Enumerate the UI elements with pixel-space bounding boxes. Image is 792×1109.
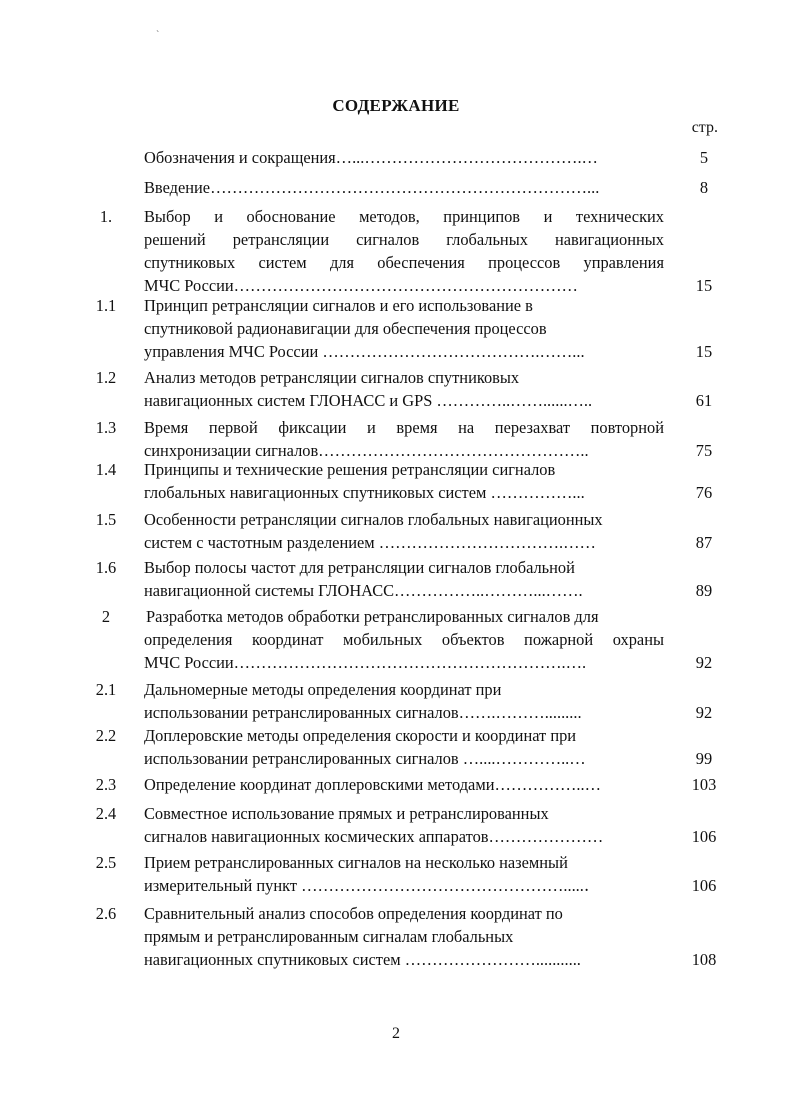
toc-entry-title: Совместное использование прямых и ретранслированных сигналов навигационных космических аппаратов…………………	[144, 804, 604, 846]
toc-entry-title: Обозначения и сокращения…...………………………………….…	[144, 148, 598, 167]
document-page: ` СОДЕРЖАНИЕ стр. Обозначения и сокращения…...………………………………….… 5 Введение……………………………………………………………... 8 1. Выбор и обоснование методов, принципов и технических решений ретрансляции сигналов глобальных навигационных спутниковых систем для обеспечения процессов управления МЧС России……………………………………………………… 15 1.1 Принцип ретрансляции сигналов и его использование в спутниковой радионавигации для обеспечения процессов управления МЧС России ………………………………….……... 15 1.2 Анализ методов ретрансляции сигналов спутниковых навигационных систем ГЛОНАСС и GPS …………..……......….. 61 1.3 Время первой фиксации и время на перезахват повторной синхронизации сигналов………………………………………….. 75 1.4 Принципы и технические решения ретрансляции сигналов глобальных навигационных спутниковых систем ……………... 76 1.5 Особенности ретрансляции сигналов глобальных навигационных систем с частотным разделением …………………………….…… 87 1.6 Выбор полосы частот для ретрансляции сигналов глобальной навигационной системы ГЛОНАСС……………..………...……. 89 2 Разработка методов обработки ретранслированных сигналов для определения координат мобильных объектов пожарной охраны МЧС России…………………………………………………….…. 92 2.1 Дальномерные методы определения координат при использовании ретранслированных сигналов…….………......... 92 2.2 Доплеровские методы определения скорости и координат при использовании ретранслированных сигналов …....…………..… 99 2.3 Определение координат доплеровскими методами……………..… 103 2.4 Совместное использование прямых и ретранслированных сигналов навигационных космических аппаратов………………… 106 2.5 Прием ретранслированных сигналов на несколько наземный измерительный пункт ………………………………………….....․ 106 2.6 Сравнительный анализ способов определения координат по прямым и ретранслированным сигналам глобальных навигационных спутниковых систем ……………………........... 108 2	[0, 0, 792, 1109]
toc-entry-number: 1.4	[95, 460, 117, 479]
toc-entry-page: 5	[699, 148, 709, 167]
toc-entry-page: 106	[691, 876, 717, 895]
toc-entry-page: 87	[695, 533, 713, 552]
toc-entry-number: 2.1	[95, 680, 117, 699]
toc-entry-title: Определение координат доплеровскими методами……………..…	[144, 775, 601, 794]
page-column-label: стр.	[691, 119, 718, 136]
toc-entry-number: 1.2	[95, 368, 117, 387]
toc-entry-title: Анализ методов ретрансляции сигналов спутниковых навигационных систем ГЛОНАСС и GPS …………..……......…..	[144, 368, 593, 410]
toc-entry-page: 76	[695, 483, 713, 502]
toc-entry-title: Время первой фиксации и время на перезахват повторной синхронизации сигналов…………………………………………..	[144, 418, 664, 460]
toc-entry-title: Доплеровские методы определения скорости и координат при использовании ретранслированных сигналов …....…………..…	[144, 726, 586, 768]
toc-entry-page: 15	[695, 342, 713, 361]
toc-entry-title: Сравнительный анализ способов определения координат по прямым и ретранслированным сигналам глобальных навигационных спутниковых систем ……………………...........	[144, 904, 581, 969]
toc-entry-page: 15	[695, 276, 713, 295]
toc-entry-title: Прием ретранслированных сигналов на несколько наземный измерительный пункт ………………………………………….....․	[144, 853, 590, 895]
page-title: СОДЕРЖАНИЕ	[332, 96, 460, 115]
toc-entry-number: 1.5	[95, 510, 117, 529]
toc-entry-number: 2.5	[95, 853, 117, 872]
toc-entry-number: 2.3	[95, 775, 117, 794]
toc-entry-title: Дальномерные методы определения координат при использовании ретранслированных сигналов…….……….........	[144, 680, 582, 722]
toc-entry-number: 2.4	[95, 804, 117, 823]
toc-entry-number: 2	[101, 607, 111, 626]
toc-entry-page: 92	[695, 703, 713, 722]
toc-entry-number: 1.	[99, 207, 113, 226]
toc-entry-title: Введение……………………………………………………………...	[144, 178, 600, 197]
toc-entry-page: 106	[691, 827, 717, 846]
toc-entry-title: Разработка методов обработки ретранслированных сигналов для определения координат мобильных объектов пожарной охраны МЧС России…………………………………………………….….	[144, 607, 664, 672]
toc-entry-number: 1.3	[95, 418, 117, 437]
toc-entry-title: Принцип ретрансляции сигналов и его использование в спутниковой радионавигации для обеспечения процессов управления МЧС России ………………………………….……...	[144, 296, 585, 361]
footer-page-number: 2	[392, 1025, 400, 1042]
toc-entry-page: 89	[695, 581, 713, 600]
toc-entry-number: 1.6	[95, 558, 117, 577]
toc-entry-page: 99	[695, 749, 713, 768]
toc-entry-page: 92	[695, 653, 713, 672]
toc-entry-page: 8	[699, 178, 709, 197]
toc-entry-page: 108	[691, 950, 717, 969]
toc-entry-title: Выбор и обоснование методов, принципов и технических решений ретрансляции сигналов глобальных навигационных спутниковых систем для обеспечения процессов управления МЧС России………………………………………………………	[144, 207, 664, 295]
toc-entry-title: Принципы и технические решения ретрансляции сигналов глобальных навигационных спутниковых систем ……………...	[144, 460, 585, 502]
toc-entry-number: 2.2	[95, 726, 117, 745]
toc-entry-number: 1.1	[95, 296, 117, 315]
toc-entry-page: 75	[695, 441, 713, 460]
toc-entry-title: Выбор полосы частот для ретрансляции сигналов глобальной навигационной системы ГЛОНАСС……………..………...…….	[144, 558, 583, 600]
toc-entry-title: Особенности ретрансляции сигналов глобальных навигационных систем с частотным разделением …………………………….……	[144, 510, 603, 552]
toc-entry-number: 2.6	[95, 904, 117, 923]
toc-entry-page: 61	[695, 391, 713, 410]
toc-entry-page: 103	[691, 775, 717, 794]
